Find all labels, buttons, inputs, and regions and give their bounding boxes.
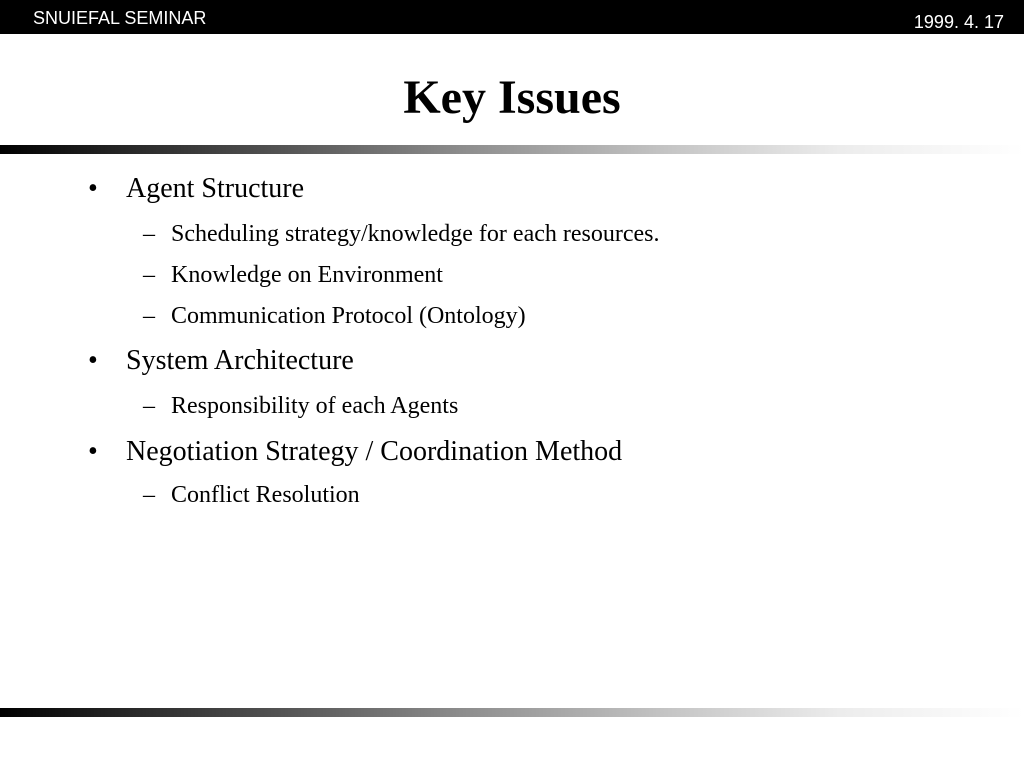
seminar-date: 1999. 4. 17 bbox=[913, 12, 1004, 32]
sub-item-text: Scheduling strategy/knowledge for each resources. bbox=[171, 221, 660, 247]
sub-item bbox=[143, 260, 443, 290]
sub-item-text: Conflict Resolution bbox=[171, 482, 360, 508]
bullet-text: System Architecture bbox=[126, 345, 354, 376]
bullet-text: Agent Structure bbox=[126, 173, 305, 204]
slide-title: Key Issues bbox=[403, 71, 621, 124]
bullet-text: Negotiation Strategy / Coordination Method bbox=[126, 436, 623, 467]
bullet-item bbox=[88, 172, 305, 206]
bullet-marker: • bbox=[88, 173, 98, 204]
dash-marker: – bbox=[143, 262, 155, 288]
sub-item bbox=[143, 391, 459, 421]
dash-marker: – bbox=[143, 482, 155, 508]
sub-item-text: Knowledge on Environment bbox=[171, 262, 443, 288]
dash-marker: – bbox=[143, 221, 155, 247]
bullet-item bbox=[88, 344, 354, 378]
bullet-item bbox=[88, 435, 623, 469]
bullet-marker: • bbox=[88, 436, 98, 467]
bullet-marker: • bbox=[88, 345, 98, 376]
seminar-name: SNUIEFAL SEMINAR bbox=[33, 8, 207, 28]
sub-item-text: Responsibility of each Agents bbox=[171, 393, 459, 419]
dash-marker: – bbox=[143, 303, 155, 329]
sub-item bbox=[143, 219, 660, 249]
footer-divider bbox=[0, 708, 1024, 717]
sub-item bbox=[143, 301, 526, 331]
sub-item-text: Communication Protocol (Ontology) bbox=[171, 303, 526, 329]
sub-item bbox=[143, 480, 360, 510]
dash-marker: – bbox=[143, 393, 155, 419]
